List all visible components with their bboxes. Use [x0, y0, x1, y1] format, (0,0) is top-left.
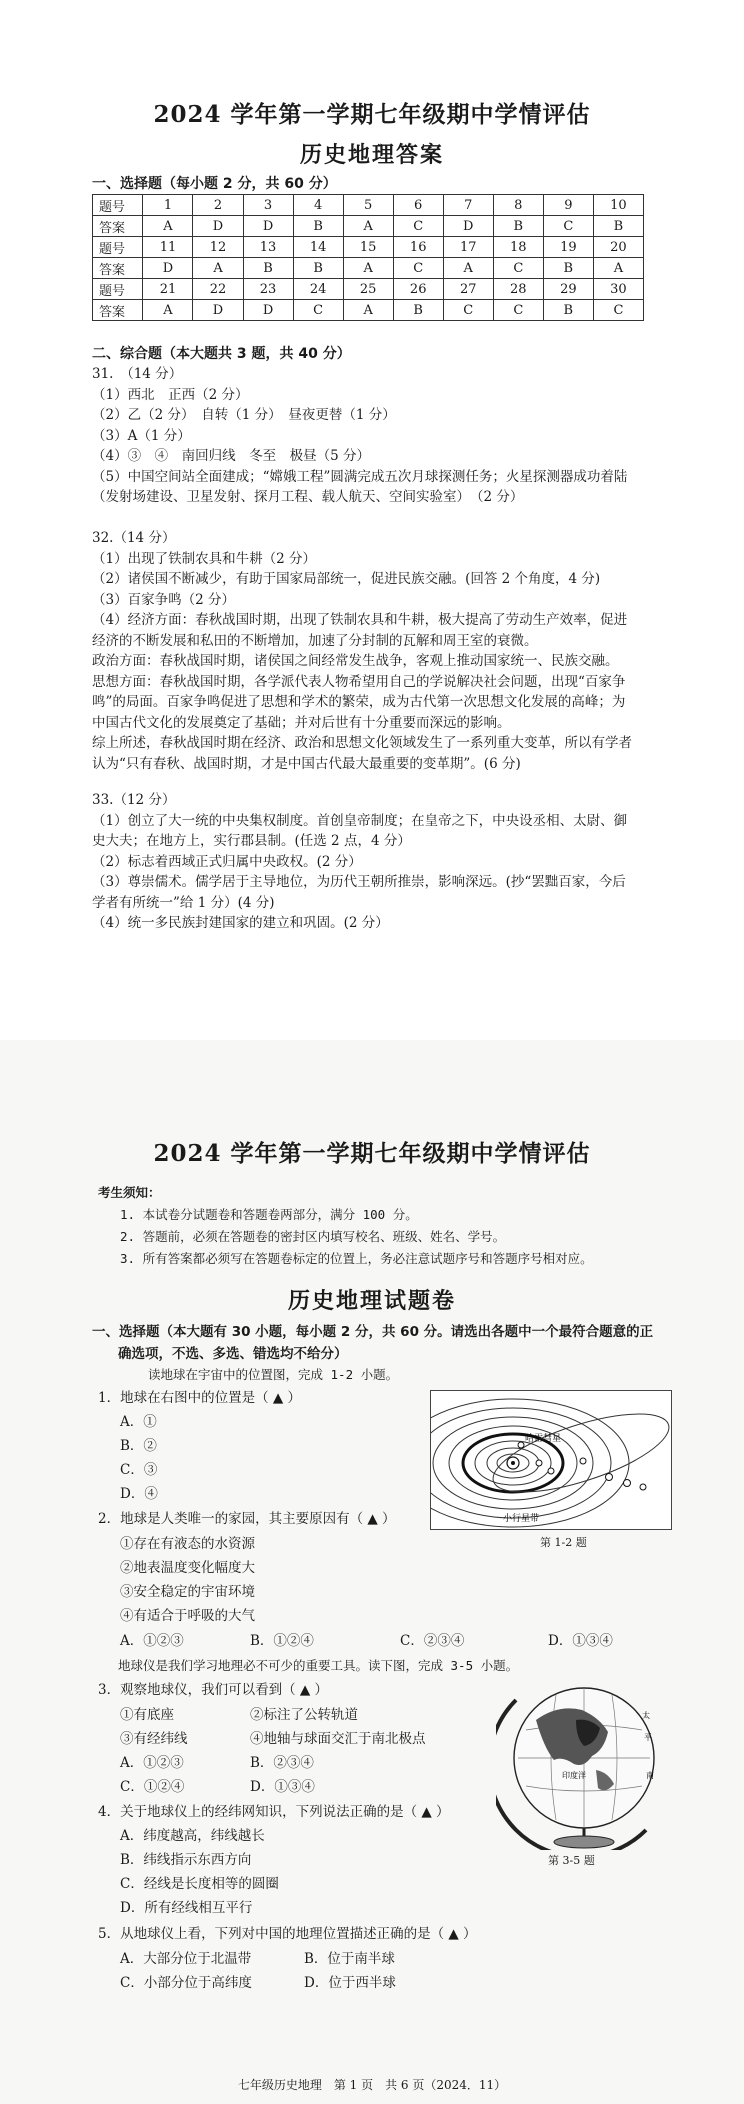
answer-table-cell: 29: [543, 279, 593, 300]
q3-option: C．①②④: [120, 1779, 185, 1795]
answer-page-title: 2024 学年第一学期七年级期中学情评估: [153, 101, 591, 128]
q2-item: ③安全稳定的宇宙环境: [120, 1584, 255, 1600]
answer-table-row: [93, 237, 644, 258]
answer-table-cell: 20: [593, 237, 643, 258]
answer-table-cell: 21: [143, 279, 193, 300]
answer-line: 33.（12 分）: [92, 792, 176, 808]
answer-table-row-header: 答案: [93, 300, 143, 321]
answer-table-cell: A: [143, 300, 193, 321]
answer-table-cell: B: [543, 258, 593, 279]
answer-table-row-header: 题号: [93, 195, 143, 216]
answer-table-cell: 13: [243, 237, 293, 258]
answer-table-cell: 22: [193, 279, 243, 300]
notice-item: 1. 本试卷分试题卷和答题卷两部分，满分 100 分。: [120, 1207, 418, 1222]
answer-table-row: [93, 195, 644, 216]
question-3: 3．观察地球仪，我们可以看到（ ▲ ）: [98, 1682, 329, 1698]
answer-table-cell: 3: [243, 195, 293, 216]
answer-table-cell: 18: [493, 237, 543, 258]
answer-table-cell: A: [343, 216, 393, 237]
svg-text:太: 太: [642, 1711, 650, 1720]
answer-table-cell: A: [593, 258, 643, 279]
answer-line: 史大夫；在地方上，实行郡县制。(任选 2 点，4 分）: [92, 833, 411, 849]
svg-text:平: 平: [644, 1733, 652, 1742]
notice-heading: 考生须知：: [98, 1185, 161, 1200]
intro-1-2: 读地球在宇宙中的位置图，完成 1-2 小题。: [148, 1367, 399, 1382]
answer-table-cell: D: [443, 216, 493, 237]
exam-section1-heading-cont: 确选项，不选、多选、错选均不给分）: [118, 1346, 348, 1362]
answer-page: [0, 0, 744, 1040]
answer-table-cell: 8: [493, 195, 543, 216]
answer-section1-heading: 一、选择题（每小题 2 分，共 60 分）: [92, 176, 337, 192]
answer-table-cell: 10: [593, 195, 643, 216]
answer-table-cell: 7: [443, 195, 493, 216]
answer-line: （1）西北 正西（2 分）: [92, 386, 249, 403]
answer-line: （1）出现了铁制农具和牛耕（2 分）: [92, 550, 316, 567]
question-1: 1．地球在右图中的位置是（ ▲ ）: [98, 1390, 302, 1406]
answer-line: （发射场建设、卫星发射、探月工程、载人航天、空间实验室） （2 分）: [92, 489, 524, 505]
answer-table-cell: 23: [243, 279, 293, 300]
q1-option: D．④: [120, 1486, 158, 1502]
solar-system-figure: [430, 1390, 672, 1530]
q5-option: D．位于西半球: [304, 1975, 396, 1991]
answer-line: （4）经济方面：春秋战国时期，出现了铁制农具和牛耕，极大提高了劳动生产效率，促进: [92, 612, 628, 628]
q3-option: A．①②③: [120, 1755, 184, 1771]
question-5: 5．从地球仪上看，下列对中国的地理位置描述正确的是（ ▲ ）: [98, 1926, 477, 1942]
answer-table-cell: 17: [443, 237, 493, 258]
answer-table-cell: D: [193, 300, 243, 321]
q4-option: A．纬度越高，纬线越长: [120, 1828, 265, 1844]
globe-stand: [554, 1836, 614, 1848]
answer-line: 中国古代文化的发展奠定了基础；并对后世有十分重要而深远的影响。: [92, 714, 511, 731]
answer-table-cell: C: [593, 300, 643, 321]
answer-line: 综上所述，春秋战国时期在经济、政治和思想文化领域发生了一系列重大变革，所以有学者: [92, 735, 632, 751]
q1-option: A．①: [120, 1414, 157, 1430]
question-2: 2．地球是人类唯一的家园，其主要原因有（ ▲ ）: [98, 1511, 396, 1527]
answer-table-row: [93, 258, 644, 279]
answer-table-cell: 12: [193, 237, 243, 258]
q3-option: D．①③④: [250, 1779, 315, 1795]
notice-item: 3. 所有答案都必须写在答题卷标定的位置上，务必注意试题序号和答题序号相对应。: [120, 1251, 593, 1266]
answer-table-cell: B: [393, 300, 443, 321]
q5-option: A．大部分位于北温带: [120, 1951, 252, 1967]
answer-line: 认为“只有春秋、战国时期，才是中国古代最大最重要的变革期”。(6 分): [92, 755, 521, 772]
answer-line: 思想方面：春秋战国时期，各学派代表人物希望用自己的学说解决社会问题，出现“百家争: [92, 673, 626, 690]
answer-table-row-header: 题号: [93, 237, 143, 258]
q4-option: D．所有经线相互平行: [120, 1900, 253, 1916]
q2-option: C．②③④: [400, 1633, 465, 1649]
answer-table-cell: B: [593, 216, 643, 237]
answer-table-cell: 15: [343, 237, 393, 258]
answer-line: （2）诸侯国不断减少，有助于国家局部统一，促进民族交融。(回答 2 个角度，4 分): [92, 571, 601, 587]
answer-line: （4）统一多民族封建国家的建立和巩固。(2 分）: [92, 915, 389, 931]
answer-table-cell: B: [293, 258, 343, 279]
answer-line: 鸣”的局面。百家争鸣促进了思想和学术的繁荣，成为古代第一次思想文化发展的高峰；为: [92, 694, 626, 710]
answer-table-cell: 14: [293, 237, 343, 258]
solar-system-diagram: [431, 1391, 671, 1529]
q3-option: B．②③④: [250, 1755, 314, 1771]
answer-line: （5）中国空间站全面建成；“嫦娥工程”圆满完成五次月球探测任务；火星探测器成功着陆: [92, 468, 628, 485]
q2-option: D．①③④: [548, 1633, 613, 1649]
answer-table-cell: D: [243, 300, 293, 321]
answer-table: [92, 194, 644, 321]
globe-diagram: [496, 1660, 674, 1850]
exam-page-subtitle: 历史地理试题卷: [287, 1289, 456, 1314]
answer-line: 经济的不断发展和私田的不断增加，加速了分封制的瓦解和周王室的衰微。: [92, 632, 538, 649]
q2-item: ①存在有液态的水资源: [120, 1536, 255, 1552]
answer-table-row: [93, 300, 644, 321]
answer-section2-heading: 二、综合题（本大题共 3 题，共 40 分）: [92, 346, 351, 362]
answer-table-cell: C: [493, 258, 543, 279]
answer-line: （3）百家争鸣（2 分）: [92, 591, 235, 608]
intro-3-5: 地球仪是我们学习地理必不可少的重要工具。读下图，完成 3-5 小题。: [118, 1658, 519, 1673]
answer-table-cell: D: [243, 216, 293, 237]
answer-table-cell: A: [343, 258, 393, 279]
answer-page-subtitle: 历史地理答案: [299, 143, 444, 168]
answer-table-cell: C: [493, 300, 543, 321]
svg-text:南: 南: [646, 1771, 654, 1780]
answer-table-cell: A: [143, 216, 193, 237]
globe-figure: [496, 1660, 674, 1850]
answer-line: 31. （14 分）: [92, 366, 183, 382]
answer-table-cell: C: [543, 216, 593, 237]
answer-line: （2）乙（2 分） 自转（1 分） 昼夜更替（1 分）: [92, 407, 396, 423]
q3-item: ②标注了公转轨道: [250, 1707, 358, 1723]
answer-table-cell: A: [443, 258, 493, 279]
answer-table-cell: 19: [543, 237, 593, 258]
answer-table-row-header: 答案: [93, 258, 143, 279]
q2-item: ④有适合于呼吸的大气: [120, 1608, 255, 1624]
answer-table-cell: B: [293, 216, 343, 237]
q5-option: C．小部分位于高纬度: [120, 1975, 252, 1991]
question-4: 4．关于地球仪上的经纬网知识，下列说法正确的是（ ▲ ）: [98, 1804, 450, 1820]
answer-table-cell: 11: [143, 237, 193, 258]
answer-line: （3）A（1 分）: [92, 427, 191, 444]
q3-item: ④地轴与球面交汇于南北极点: [250, 1731, 426, 1747]
exam-section1-heading: 一、选择题（本大题有 30 小题，每小题 2 分，共 60 分。请选出各题中一个最符合题意的正: [92, 1324, 654, 1340]
answer-table-cell: 9: [543, 195, 593, 216]
answer-table-cell: 26: [393, 279, 443, 300]
answer-table-cell: 6: [393, 195, 443, 216]
q1-option: B．②: [120, 1438, 157, 1454]
answer-table-row-header: 题号: [93, 279, 143, 300]
answer-table-row: [93, 216, 644, 237]
exam-page-title: 2024 学年第一学期七年级期中学情评估: [153, 1140, 591, 1167]
fig2-caption: 第 3-5 题: [548, 1854, 595, 1867]
q3-item: ①有底座: [120, 1707, 174, 1723]
answer-table-cell: D: [143, 258, 193, 279]
q3-item: ③有经纬线: [120, 1731, 188, 1747]
indian-ocean-label: 印度洋: [562, 1771, 586, 1780]
answer-table-cell: 30: [593, 279, 643, 300]
answer-line: （3）尊崇儒术。儒学居于主导地位，为历代王朝所推崇，影响深远。(抄“罢黜百家，今后: [92, 874, 626, 890]
answer-table-cell: 5: [343, 195, 393, 216]
q2-item: ②地表温度变化幅度大: [120, 1560, 255, 1576]
answer-table-cell: C: [393, 258, 443, 279]
q2-option: B．①②④: [250, 1633, 314, 1649]
answer-line: 政治方面：春秋战国时期，诸侯国之间经常发生战争，客观上推动国家统一、民族交融。: [92, 653, 619, 669]
q4-option: C．经线是长度相等的圆圈: [120, 1876, 279, 1892]
answer-table-row-header: 答案: [93, 216, 143, 237]
notice-item: 2. 答题前，必须在答题卷的密封区内填写校名、班级、姓名、学号。: [120, 1229, 506, 1244]
answer-table-cell: C: [443, 300, 493, 321]
answer-table-cell: 2: [193, 195, 243, 216]
answer-table-cell: A: [193, 258, 243, 279]
answer-line: （1）创立了大一统的中央集权制度。首创皇帝制度；在皇帝之下，中央设丞相、太尉、御: [92, 812, 628, 829]
answer-table-cell: 24: [293, 279, 343, 300]
answer-table-cell: C: [293, 300, 343, 321]
answer-table-cell: 1: [143, 195, 193, 216]
answer-table-cell: B: [493, 216, 543, 237]
answer-table-cell: B: [243, 258, 293, 279]
answer-table-cell: 27: [443, 279, 493, 300]
halley-comet-label: 哈雷彗星: [525, 1434, 562, 1444]
answer-table-cell: 16: [393, 237, 443, 258]
answer-line: （4）③ ④ 南回归线 冬至 极昼（5 分）: [92, 448, 370, 464]
answer-table-cell: 28: [493, 279, 543, 300]
answer-table-cell: 25: [343, 279, 393, 300]
q2-option: A．①②③: [120, 1633, 184, 1649]
q4-option: B．纬线指示东西方向: [120, 1852, 252, 1868]
answer-table-cell: B: [543, 300, 593, 321]
answer-line: 学者有所统一”给 1 分）(4 分): [92, 894, 275, 911]
page-footer: 七年级历史地理 第 1 页 共 6 页（2024．11）: [237, 2078, 507, 2092]
fig1-caption: 第 1-2 题: [540, 1536, 587, 1549]
exam-page: [0, 1040, 744, 2104]
asteroid-belt-label: 小行星带: [503, 1514, 540, 1524]
answer-table-cell: A: [343, 300, 393, 321]
answer-line: （2）标志着西域正式归属中央政权。(2 分）: [92, 853, 362, 870]
answer-table-cell: 4: [293, 195, 343, 216]
q1-option: C．③: [120, 1462, 158, 1478]
answer-line: 32.（14 分）: [92, 530, 176, 546]
q5-option: B．位于南半球: [304, 1951, 395, 1967]
answer-table-cell: D: [193, 216, 243, 237]
answer-table-row: [93, 279, 644, 300]
answer-table-cell: C: [393, 216, 443, 237]
